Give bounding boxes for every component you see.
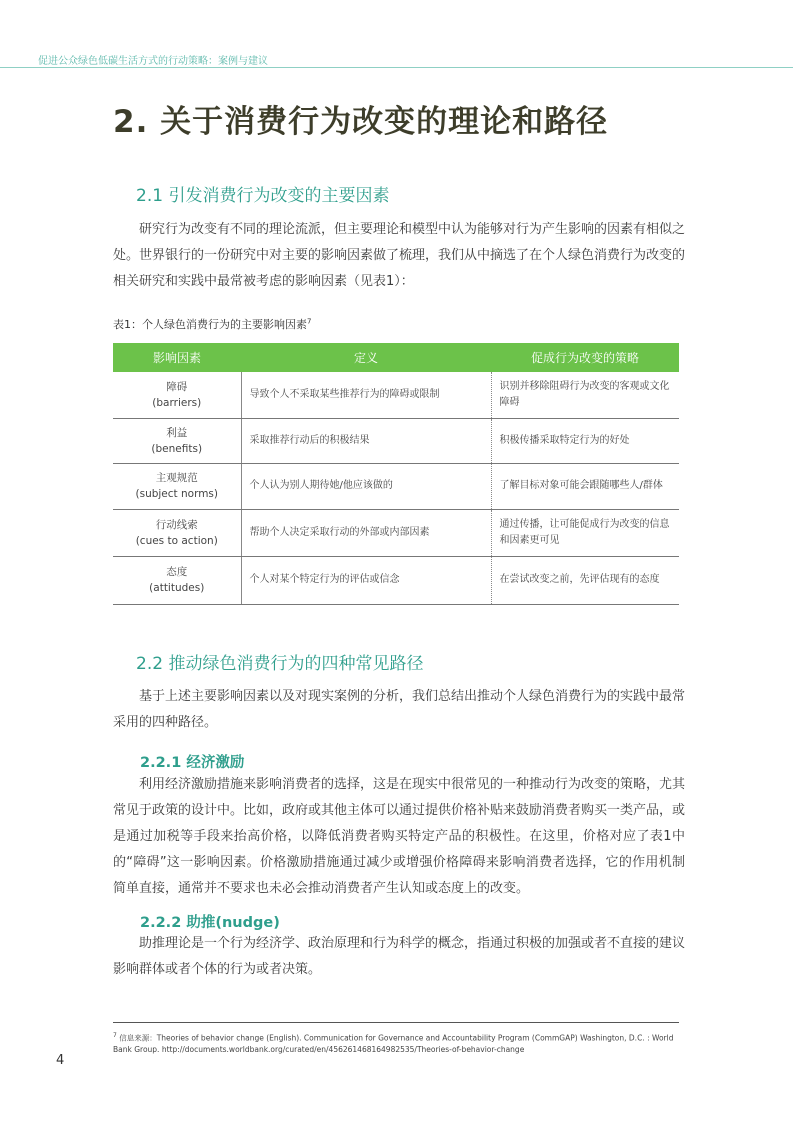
strategy-cell: 在尝试改变之前，先评估现有的态度 — [491, 556, 679, 604]
running-header: 促进公众绿色低碳生活方式的行动策略：案例与建议 — [38, 56, 268, 67]
definition-cell: 个人认为别人期待她/他应该做的 — [241, 463, 491, 509]
chapter-title: 2. 关于消费行为改变的理论和路径 — [113, 104, 609, 140]
footnote-text: 信息来源：Theories of behavior change (English). Communication for Governance and Accountability Program (CommGAP) Washington, D.C. : World Bank Group. http://documents.worldbank.org/curated/en/456261468164982535/Theories-of-behavior-change — [113, 1033, 674, 1054]
factor-name: 态度 — [166, 566, 188, 578]
page-number: 4 — [56, 1053, 65, 1068]
definition-cell: 帮助个人决定采取行动的外部或内部因素 — [241, 509, 491, 556]
factor-name: 主观规范 — [155, 472, 198, 484]
table-header-definition: 定义 — [241, 343, 491, 372]
factor-english: (benefits) — [151, 442, 203, 455]
factor-cell — [113, 372, 241, 418]
factor-cell — [113, 463, 241, 509]
section-2-2-2-heading: 2.2.2 助推(nudge) — [140, 915, 280, 931]
factor-name: 利益 — [166, 426, 188, 439]
strategy-cell: 识别并移除阻碍行为改变的客观或文化障碍 — [491, 372, 679, 418]
section-2-1-heading: 2.1 引发消费行为改变的主要因素 — [136, 186, 390, 206]
strategy-cell: 了解目标对象可能会跟随哪些人/群体 — [491, 463, 679, 509]
factor-name: 行动线索 — [155, 518, 198, 531]
definition-cell: 个人对某个特定行为的评估或信念 — [241, 556, 491, 604]
factor-cell — [113, 418, 241, 463]
table-row — [113, 556, 679, 604]
influence-factors-table — [113, 343, 679, 605]
table-header-factor: 影响因素 — [113, 343, 241, 372]
section-2-1-paragraph: 研究行为改变有不同的理论流派，但主要理论和模型中认为能够对行为产生影响的因素有相似之处。世界银行的一份研究中对主要的影响因素做了梳理，我们从中摘选了在个人绿色消费行为改变的相关研究和实践中最常被考虑的影响因素（见表1）： — [113, 222, 686, 289]
factor-english: (barriers) — [152, 396, 202, 409]
table-row — [113, 463, 679, 509]
table-row — [113, 372, 679, 418]
factor-english: (subject norms) — [135, 488, 218, 500]
header-divider — [0, 67, 793, 68]
factor-english: (attitudes) — [149, 582, 205, 594]
table-caption — [113, 316, 311, 332]
factor-cell — [113, 556, 241, 604]
section-2-2-2-paragraph: 助推理论是一个行为经济学、政治原理和行为科学的概念，指通过积极的加强或者不直接的建议影响群体或者个体的行为或者决策。 — [113, 936, 686, 977]
section-2-2-heading: 2.2 推动绿色消费行为的四种常见路径 — [136, 654, 424, 674]
table-caption-text: 表1：个人绿色消费行为的主要影响因素 — [113, 318, 307, 331]
table-caption-footnote-ref[interactable]: 7 — [307, 317, 312, 326]
section-2-2-1-paragraph: 利用经济激励措施来影响消费者的选择，这是在现实中很常见的一种推动行为改变的策略，尤其常见于政策的设计中。比如，政府或其他主体可以通过提供价格补贴来鼓励消费者购买一类产品，或是通过加税等手段来抬高价格，以降低消费者购买特定产品的积极性。在这里，价格对应了表1中的“障碍”这一影响因素。价格激励措施通过减少或增强价格障碍来影响消费者选择，它的作用机制简单直接，通常并不要求也未必会推动消费者产生认知或态度上的改变。 — [113, 777, 686, 896]
definition-cell: 导致个人不采取某些推荐行为的障碍或限制 — [241, 372, 491, 418]
strategy-cell: 通过传播，让可能促成行为改变的信息和因素更可见 — [491, 509, 679, 556]
table-header-row — [113, 343, 679, 372]
footnote — [113, 1030, 681, 1055]
footnote-marker: 7 — [113, 1032, 117, 1039]
table-row — [113, 509, 679, 556]
factor-name: 障碍 — [166, 380, 188, 393]
table-row — [113, 418, 679, 463]
factor-cell — [113, 509, 241, 556]
table-header-strategy: 促成行为改变的策略 — [491, 343, 679, 372]
section-2-2-paragraph: 基于上述主要影响因素以及对现实案例的分析，我们总结出推动个人绿色消费行为的实践中最常采用的四种路径。 — [113, 689, 686, 730]
section-2-2-1-heading: 2.2.1 经济激励 — [140, 755, 245, 771]
footnote-divider — [113, 1022, 679, 1023]
definition-cell: 采取推荐行动后的积极结果 — [241, 418, 491, 463]
strategy-cell: 积极传播采取特定行为的好处 — [491, 418, 679, 463]
factor-english: (cues to action) — [135, 534, 218, 547]
